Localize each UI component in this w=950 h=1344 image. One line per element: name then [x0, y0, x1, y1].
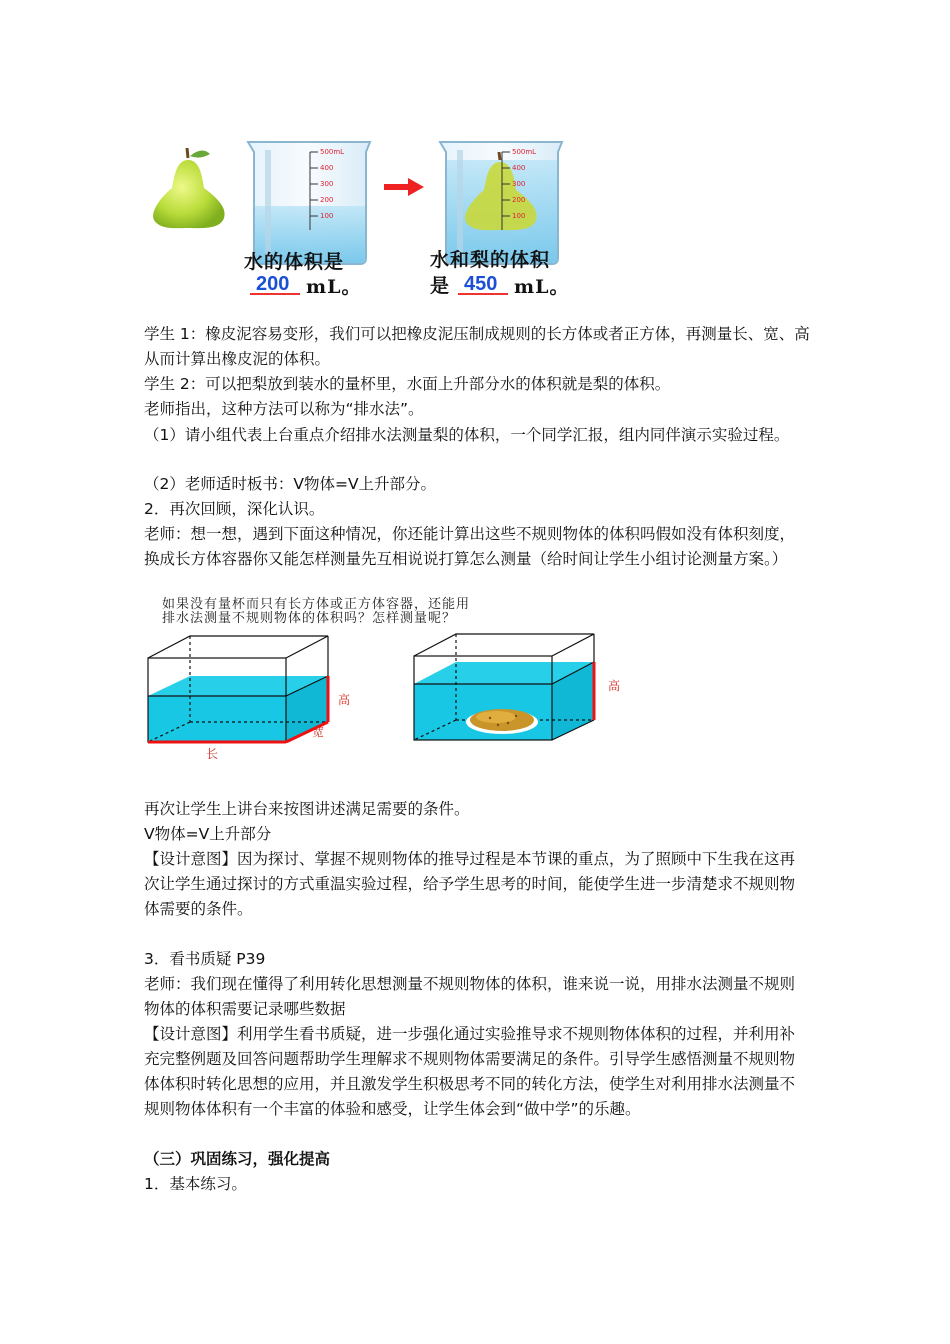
paragraph-design-intent-2: 【设计意图】利用学生看书质疑，进一步强化通过实验推导求不规则物体体积的过程，并利用补充完整例题及回答问题帮助学生理解求不规则物体需要满足的条件。引导学生感悟测量不规则物体体积时转化思想的应用，并且激发学生积极思考不同的转化方法，使学生对利用排水法测量不规则物体体积有一个丰富的体验和感受，让学生体会到“做中学”的乐趣。 [144, 1025, 796, 1118]
label-height: 高 [338, 693, 351, 707]
tick-200: 200 [320, 196, 334, 204]
tick-300-right: 300 [512, 180, 526, 188]
rectangular-container-right [414, 634, 594, 740]
pear-image [153, 148, 225, 228]
tick-100-right: 100 [512, 212, 526, 220]
label-width: 宽 [312, 725, 325, 739]
right-unit: mL。 [514, 276, 570, 298]
container-figure [140, 596, 620, 762]
label-length: 长 [206, 747, 219, 761]
section-heading: （三）巩固练习，强化提高 [144, 1150, 331, 1168]
tick-500-right: 500mL [512, 148, 537, 156]
paragraph-step-2: （2）老师适时板书：V物体=V上升部分。 [144, 475, 437, 493]
paragraph-review-heading: 2．再次回顾，深化认识。 [144, 500, 325, 518]
tick-100: 100 [320, 212, 334, 220]
tick-400: 400 [320, 164, 334, 172]
right-value: 450 [464, 273, 498, 295]
paragraph-teacher-note: 老师指出，这种方法可以称为“排水法”。 [144, 400, 424, 418]
measuring-cup-right [440, 142, 562, 264]
rectangular-container-left [148, 636, 328, 742]
left-value: 200 [256, 273, 290, 295]
paragraph-design-intent-1: 【设计意图】因为探讨、掌握不规则物体的推导过程是本节课的重点，为了照顾中下生我在这再次让学生通过探讨的方式重温实验过程，给予学生思考的时间，能使学生进一步清楚求不规则物体需要的条件。 [144, 850, 796, 918]
tick-200-right: 200 [512, 196, 526, 204]
measuring-cup-left [248, 142, 370, 264]
paragraph-teacher-question: 老师：想一想，遇到下面这种情况，你还能计算出这些不规则物体的体积吗假如没有体积刻度，换成长方体容器你又能怎样测量先互相说说打算怎么测量（给时间让学生小组讨论测量方案。） [144, 525, 796, 568]
paragraph-teacher-summary: 老师：我们现在懂得了利用转化思想测量不规则物体的体积，谁来说一说，用排水法测量不规则物体的体积需要记录哪些数据 [144, 975, 796, 1018]
right-caption-prefix: 是 [430, 275, 451, 297]
right-caption-line1: 水和梨的体积 [430, 249, 551, 271]
paragraph-explain: 再次让学生上讲台来按图讲述满足需要的条件。 [144, 800, 470, 818]
tick-400-right: 400 [512, 164, 526, 172]
tick-500: 500mL [320, 148, 345, 156]
paragraph-step-1: （1）请小组代表上台重点介绍排水法测量梨的体积，一个同学汇报，组内同伴演示实验过程。 [144, 426, 790, 444]
paragraph-basic-practice: 1．基本练习。 [144, 1175, 247, 1193]
pear-cup-figure [140, 130, 600, 305]
left-unit: mL。 [306, 276, 362, 298]
paragraph-read-book: 3．看书质疑 P39 [144, 950, 266, 968]
left-caption: 水的体积是 [244, 251, 345, 273]
label-height-right: 高 [608, 679, 620, 693]
figure2-caption-line1: 如果没有量杯而只有长方体或正方体容器，还能用 [162, 597, 471, 612]
figure2-caption-line2: 排水法测量不规则物体的体积吗？怎样测量呢？ [162, 611, 457, 626]
paragraph-formula: V物体=V上升部分 [144, 825, 272, 843]
tick-300: 300 [320, 180, 334, 188]
arrow-right-icon [384, 178, 424, 196]
paragraph-student2: 学生 2：可以把梨放到装水的量杯里，水面上升部分水的体积就是梨的体积。 [144, 375, 671, 393]
paragraph-student1: 学生 1：橡皮泥容易变形，我们可以把橡皮泥压制成规则的长方体或者正方体，再测量长、宽、高从而计算出橡皮泥的体积。 [144, 325, 810, 368]
